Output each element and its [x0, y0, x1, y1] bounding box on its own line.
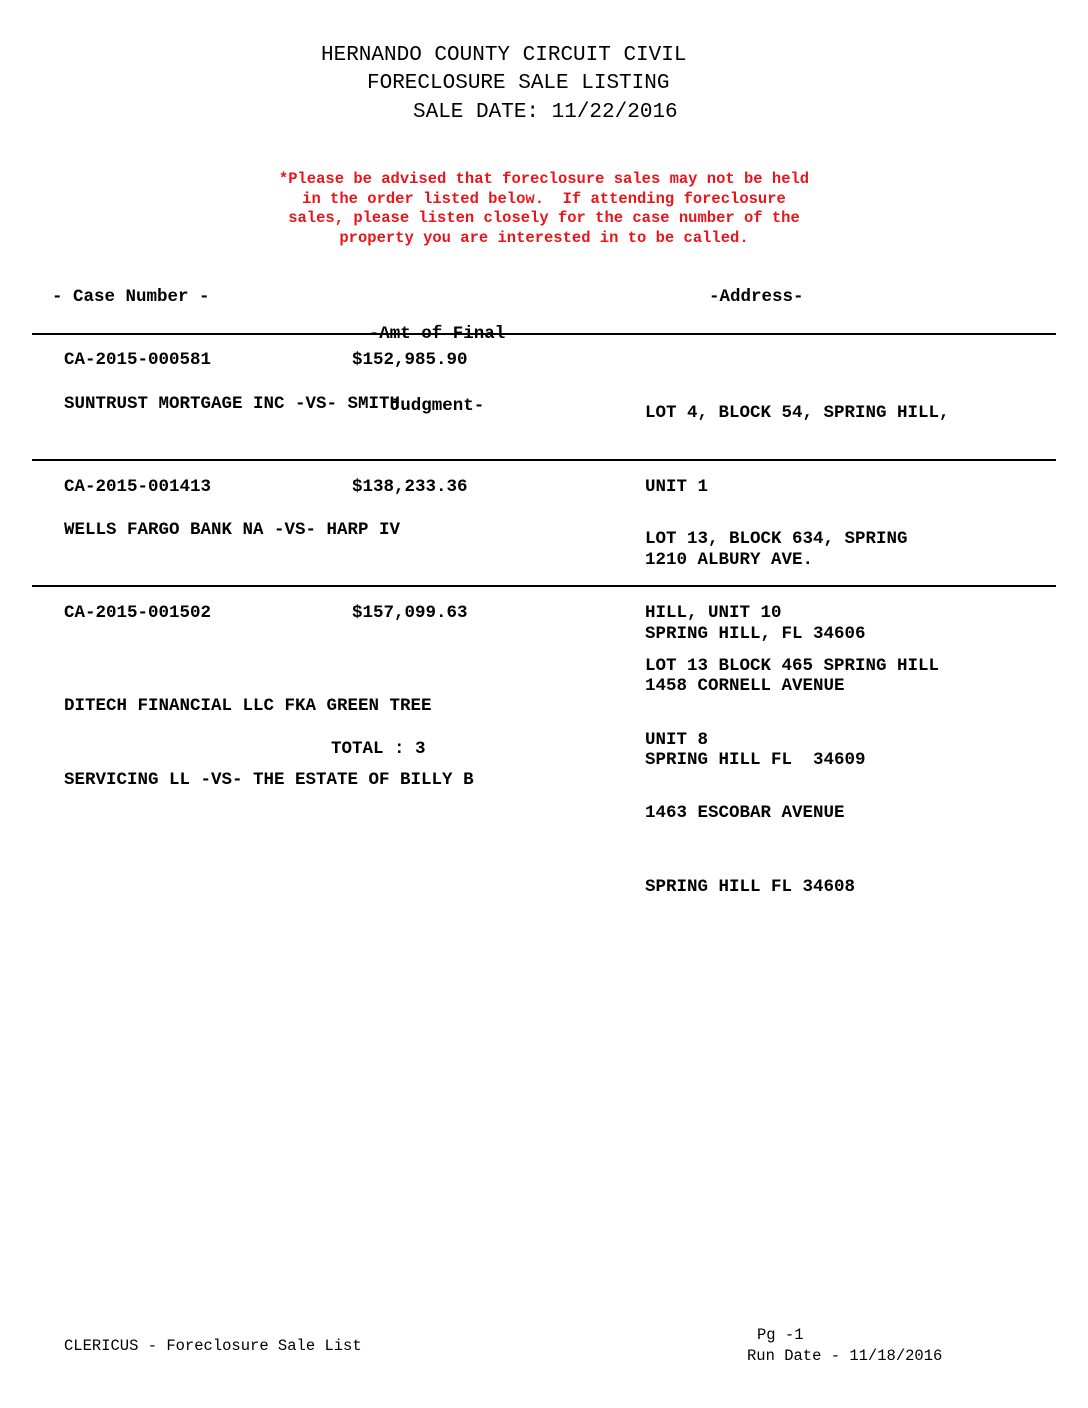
address-line: 1210 ALBURY AVE. — [645, 550, 814, 570]
column-header-amount-line: -Amt of Final — [368, 324, 506, 344]
judgment-amount: $138,233.36 — [352, 477, 468, 497]
header-divider — [32, 333, 1056, 335]
advisory-line: in the order listed below. If attending foreclosure — [302, 189, 786, 208]
case-number: CA-2015-000581 — [64, 350, 212, 370]
address-line: SPRING HILL, FL 34606 — [645, 623, 866, 644]
row-divider — [32, 459, 1056, 461]
address-line: LOT 13, BLOCK 634, SPRING — [645, 529, 908, 549]
case-number: CA-2015-001413 — [64, 477, 212, 497]
footer-page-number: Pg -1 — [757, 1326, 804, 1344]
advisory-notice — [0, 170, 1088, 248]
address-line: UNIT 8 — [645, 729, 709, 750]
column-header-amount-line: Judgment- — [389, 396, 485, 416]
total-count: TOTAL : 3 — [331, 739, 426, 759]
property-address — [645, 605, 939, 948]
advisory-line: sales, please listen closely for the case number of the — [288, 209, 800, 227]
case-parties-line: DITECH FINANCIAL LLC FKA GREEN TREE — [64, 696, 432, 716]
sale-date: SALE DATE: 11/22/2016 — [413, 101, 678, 124]
case-parties-line: SERVICING LL -VS- THE ESTATE OF BILLY B — [64, 769, 474, 790]
case-number: CA-2015-001502 — [64, 603, 212, 623]
judgment-amount: $157,099.63 — [352, 603, 468, 623]
case-parties: SUNTRUST MORTGAGE INC -VS- SMITH — [64, 394, 401, 414]
judgment-amount: $152,985.90 — [352, 350, 468, 370]
address-line: LOT 13 BLOCK 465 SPRING HILL — [645, 656, 940, 676]
report-title: HERNANDO COUNTY CIRCUIT CIVIL — [321, 44, 687, 67]
case-parties: WELLS FARGO BANK NA -VS- HARP IV — [64, 520, 401, 540]
advisory-line: property you are interested in to be called. — [339, 228, 749, 247]
address-line: 1463 ESCOBAR AVENUE — [645, 803, 845, 823]
address-line: UNIT 1 — [645, 476, 709, 497]
report-subtitle: FORECLOSURE SALE LISTING — [367, 72, 670, 95]
row-divider — [32, 585, 1056, 587]
advisory-line: *Please be advised that foreclosure sales may not be held — [278, 170, 810, 188]
footer-system-name: CLERICUS - Foreclosure Sale List — [64, 1337, 362, 1355]
address-line: SPRING HILL FL 34609 — [645, 749, 866, 770]
address-line: SPRING HILL FL 34608 — [645, 876, 856, 897]
column-header-case-number: - Case Number - — [52, 287, 210, 307]
column-header-address: -Address- — [709, 287, 804, 307]
address-line: 1458 CORNELL AVENUE — [645, 676, 845, 696]
address-line: HILL, UNIT 10 — [645, 602, 782, 623]
address-line: LOT 4, BLOCK 54, SPRING HILL, — [645, 403, 950, 423]
footer-run-date: Run Date - 11/18/2016 — [747, 1347, 943, 1365]
